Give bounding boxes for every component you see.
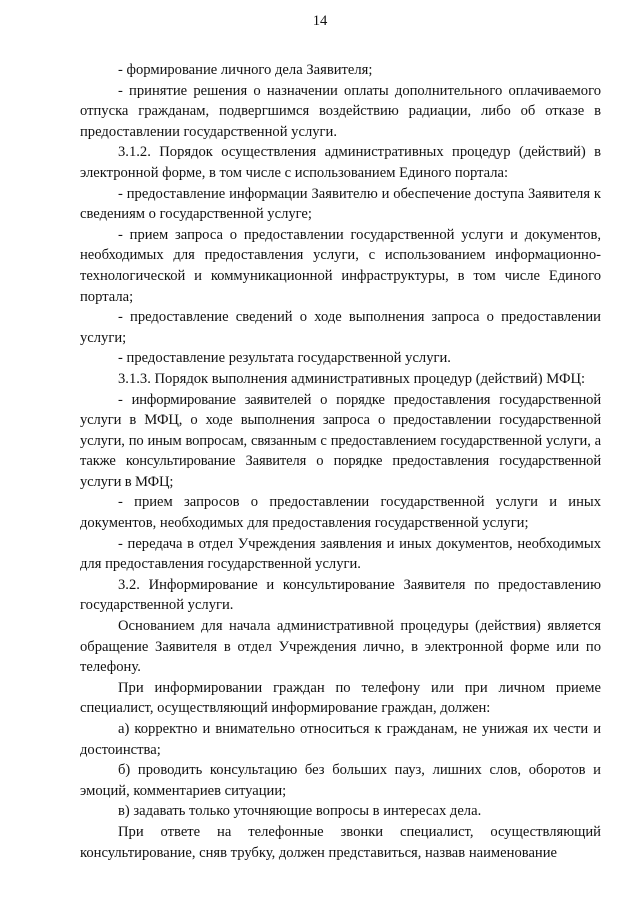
- paragraph-procedure-basis: Основанием для начала административной процедуры (действия) является обращение Заявителя в отдел Учреждения лично, в электронной форме или по телефону.: [80, 618, 601, 676]
- paragraph-phone-answering: При ответе на телефонные звонки специалист, осуществляющий консультирование, сняв трубку, должен представиться, назвав наименование: [80, 823, 601, 861]
- paragraph-result-delivery: - предоставление результата государственной услуги.: [118, 350, 451, 367]
- paragraph-progress-info: - предоставление сведений о ходе выполнения запроса о предоставлении услуги;: [80, 309, 601, 346]
- paragraph-request-reception: - прием запроса о предоставлении государственной услуги и документов, необходимых для предоставления услуги, с использованием информационно-технологической и коммуникационной инфраструктуры, в том числе Единого портала;: [80, 226, 601, 305]
- paragraph-3-2-consulting: 3.2. Информирование и консультирование Заявителя по предоставлению государственной услуги.: [80, 576, 601, 614]
- paragraph-mfc-request-reception: - прием запросов о предоставлении государственной услуги и иных документов, необходимых для предоставления государственной услуги;: [80, 494, 601, 532]
- paragraph-specialist-duties: При информировании граждан по телефону или при личном приеме специалист, осуществляющий информирование граждан, должен:: [80, 679, 601, 717]
- paragraph-duty-b: б) проводить консультацию без больших пауз, лишних слов, оборотов и эмоций, комментариев ситуации;: [80, 762, 601, 799]
- document-body: [80, 60, 601, 863]
- paragraph-decision-payment: - принятие решения о назначении оплаты дополнительного оплачиваемого отпуска гражданам, подвергшимся воздействию радиации, либо об отказе в предоставлении государственной услуги.: [80, 82, 601, 140]
- paragraph-mfc-informing: - информирование заявителей о порядке предоставления государственной услуги в МФЦ, о ходе выполнения запроса о предоставлении государственной услуги, по иным вопросам, связанным с предоставлением государственной услуги, а также консультирование Заявителя о порядке предоставления государственной услуги в МФЦ;: [80, 391, 601, 490]
- paragraph-3-1-2-electronic-procedures: 3.1.2. Порядок осуществления административных процедур (действий) в электронной форме, в том числе с использованием Единого портала:: [80, 144, 601, 181]
- paragraph-duty-c: в) задавать только уточняющие вопросы в интересах дела.: [118, 803, 482, 820]
- paragraph-personal-file: - формирование личного дела Заявителя;: [118, 62, 373, 78]
- page-number: 14: [312, 13, 328, 29]
- paragraph-duty-a: а) корректно и внимательно относиться к гражданам, не унижая их чести и достоинства;: [80, 721, 601, 758]
- paragraph-document-transfer: - передача в отдел Учреждения заявления и иных документов, необходимых для предоставления государственной услуги.: [80, 535, 601, 573]
- paragraph-information-access: - предоставление информации Заявителю и обеспечение доступа Заявителя к сведениям о государственной услуге;: [80, 185, 601, 223]
- paragraph-3-1-3-mfc-procedures: 3.1.3. Порядок выполнения административных процедур (действий) МФЦ:: [118, 370, 586, 387]
